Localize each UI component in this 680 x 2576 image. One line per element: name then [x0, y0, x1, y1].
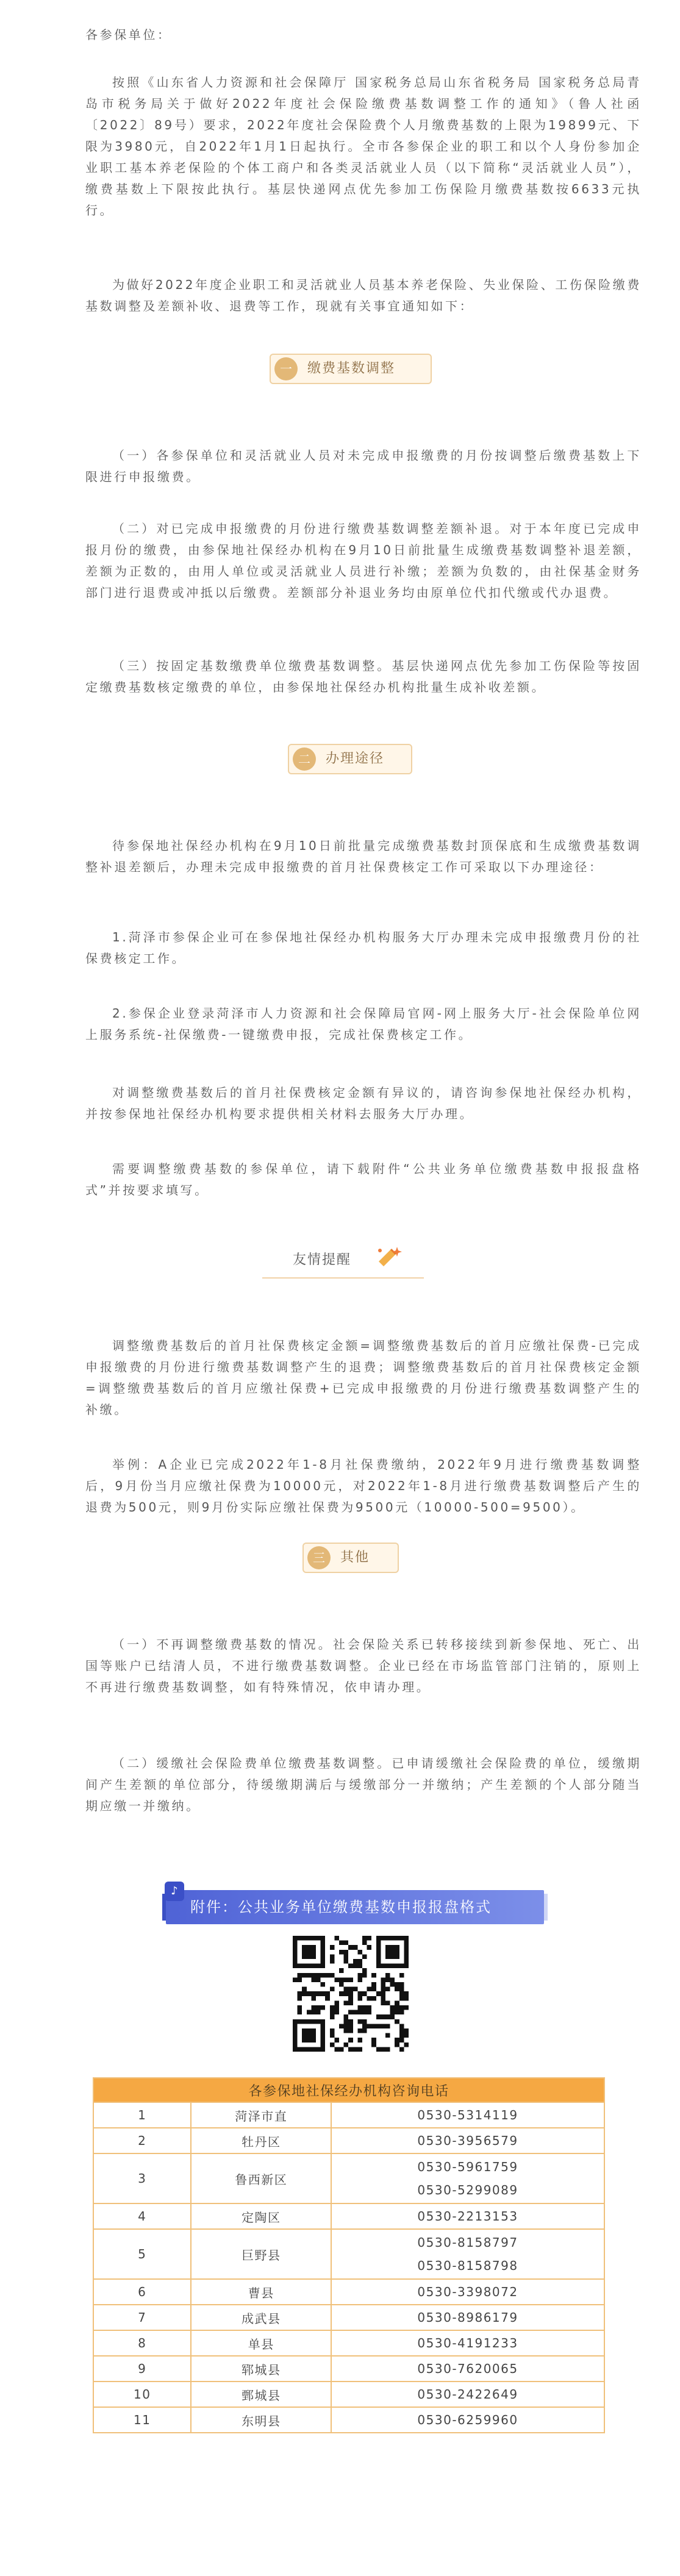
phone-cell — [331, 2153, 604, 2203]
section-2-header — [0, 738, 680, 780]
contact-table — [93, 2077, 605, 2433]
section-1-pill — [270, 354, 432, 384]
office-name: 菏泽市直 — [191, 2102, 331, 2128]
section-3-header — [0, 1536, 680, 1579]
row-number: 4 — [93, 2203, 191, 2229]
phone-cell — [331, 2203, 604, 2229]
friendly-reminder-header — [256, 1241, 424, 1283]
table-row — [93, 2153, 604, 2203]
phone-number: 0530-7620065 — [417, 2361, 518, 2376]
phone-cell — [331, 2279, 604, 2305]
phone-cell — [331, 2305, 604, 2330]
attachment-banner[interactable] — [166, 1885, 544, 1924]
phone-cell — [331, 2102, 604, 2128]
tip-paragraph-1: 调整缴费基数后的首月社保费核定金额=调整缴费基数后的首月应缴社保费-已完成申报缴费的月份进行缴费基数调整产生的退费；调整缴费基数后的首月社保费核定金额=调整缴费基数后的首月应缴社保费+已完成申报缴费的月份进行缴费基数调整产生的补缴。 — [85, 1338, 642, 1417]
attachment-title: 附件：公共业务单位缴费基数申报报盘格式 — [190, 1899, 492, 1916]
office-name: 定陶区 — [191, 2203, 331, 2229]
tip-paragraph-2: 举例：A企业已完成2022年1-8月社保费缴纳，2022年9月进行缴费基数调整后，9月份当月应缴社保费为10000元，对2022年1-8月进行缴费基数调整后产生的退费为500元，则9月份实际应缴社保费为9500元（10000-500=9500）。 — [85, 1457, 642, 1515]
table-row — [93, 2330, 604, 2356]
phone-number: 0530-6259960 — [417, 2413, 518, 2427]
section-title: 其他 — [340, 1550, 370, 1565]
section-title: 办理途径 — [326, 751, 385, 766]
row-number: 6 — [93, 2279, 191, 2305]
office-name: 成武县 — [191, 2305, 331, 2330]
phone-cell — [331, 2407, 604, 2433]
office-name: 单县 — [191, 2330, 331, 2356]
phone-number: 0530-8158798 — [417, 2258, 518, 2273]
table-row — [93, 2229, 604, 2279]
intro-paragraph-2: 为做好2022年度企业职工和灵活就业人员基本养老保险、失业保险、工伤保险缴费基数调整及差额补收、退费等工作，现就有关事宜通知如下： — [85, 277, 642, 313]
row-number: 3 — [93, 2153, 191, 2203]
section-3-item-1: （一）不再调整缴费基数的情况。社会保险关系已转移接续到新参保地、死亡、出国等账户已结清人员，不进行缴费基数调整。企业已经在市场监管部门注销的，原则上不再进行缴费基数调整，如有特殊情况，依申请办理。 — [85, 1637, 642, 1694]
office-name: 鄄城县 — [191, 2382, 331, 2407]
office-name: 郓城县 — [191, 2356, 331, 2382]
section-number: 三 — [307, 1546, 331, 1569]
office-name: 鲁西新区 — [191, 2153, 331, 2203]
phone-number: 0530-3398072 — [417, 2285, 518, 2299]
table-row — [93, 2305, 604, 2330]
section-2-pill — [288, 744, 412, 774]
section-2-intro: 待参保地社保经办机构在9月10日前批量完成缴费基数封顶保底和生成缴费基数调整补退差额后，办理未完成申报缴费的首月社保费核定工作可采取以下办理途径： — [85, 838, 642, 874]
table-title: 各参保地社保经办机构咨询电话 — [93, 2078, 604, 2102]
table-row — [93, 2407, 604, 2433]
phone-number: 0530-2213153 — [417, 2209, 518, 2224]
section-1-header — [0, 348, 680, 390]
section-1-item-3: （三）按固定基数缴费单位缴费基数调整。基层快递网点优先参加工伤保险等按固定缴费基数核定缴费的单位，由参保地社保经办机构批量生成补收差额。 — [85, 658, 642, 694]
section-title: 缴费基数调整 — [307, 361, 396, 376]
phone-number: 0530-5961759 — [417, 2160, 518, 2174]
table-row — [93, 2356, 604, 2382]
row-number: 10 — [93, 2382, 191, 2407]
section-1-item-1: （一）各参保单位和灵活就业人员对未完成申报缴费的月份按调整后缴费基数上下限进行申报缴费。 — [85, 448, 642, 484]
phone-cell — [331, 2356, 604, 2382]
row-number: 1 — [93, 2102, 191, 2128]
row-number: 8 — [93, 2330, 191, 2356]
salutation: 各参保单位： — [85, 27, 172, 42]
phone-number: 0530-2422649 — [417, 2387, 518, 2402]
intro-paragraph: 按照《山东省人力资源和社会保障厅 国家税务总局山东省税务局 国家税务总局青岛市税务局关于做好2022年度社会保险缴费基数调整工作的通知》（鲁人社函〔2022〕89号）要求，2022年度社会保险费个人月缴费基数的上限为19899元、下限为3980元，自2022年1月1日起执行。全市各参保企业的职工和以个人身份参加企业职工基本养老保险的个体工商户和各类灵活就业人员（以下简称“灵活就业人员”），缴费基数上下限按此执行。基层快递网点优先参加工伤保险月缴费基数按6633元执行。 — [85, 75, 642, 218]
section-number: 一 — [274, 357, 298, 380]
speaker-icon: ♪ — [165, 1882, 184, 1901]
phone-cell — [331, 2128, 604, 2153]
table-row — [93, 2382, 604, 2407]
qr-code[interactable] — [293, 1936, 409, 2052]
phone-number: 0530-3956579 — [417, 2133, 518, 2148]
section-number: 二 — [293, 747, 316, 771]
row-number: 7 — [93, 2305, 191, 2330]
section-3-pill — [302, 1543, 399, 1573]
phone-cell — [331, 2229, 604, 2279]
section-2-download-note: 需要调整缴费基数的参保单位，请下载附件“公共业务单位缴费基数申报报盘格式”并按要求填写。 — [85, 1161, 642, 1197]
office-name: 牡丹区 — [191, 2128, 331, 2153]
phone-cell — [331, 2330, 604, 2356]
section-3-item-2: （二）缓缴社会保险费单位缴费基数调整。已申请缓缴社会保险费的单位，缓缴期间产生差额的单位部分，待缓缴期满后与缓缴部分一并缴纳；产生差额的个人部分随当期应缴一并缴纳。 — [85, 1756, 642, 1813]
row-number: 2 — [93, 2128, 191, 2153]
row-number: 11 — [93, 2407, 191, 2433]
office-name: 东明县 — [191, 2407, 331, 2433]
row-number: 9 — [93, 2356, 191, 2382]
section-1-item-2: （二）对已完成申报缴费的月份进行缴费基数调整差额补退。对于本年度已完成申报月份的缴费，由参保地社保经办机构在9月10日前批量生成缴费基数调整补退差额，差额为正数的，由用人单位或灵活就业人员进行补缴；差额为负数的，由社保基金财务部门进行退费或冲抵以后缴费。差额部分补退业务均由原单位代扣代缴或代办退费。 — [85, 521, 642, 600]
row-number: 5 — [93, 2229, 191, 2279]
table-row — [93, 2128, 604, 2153]
phone-number: 0530-8986179 — [417, 2310, 518, 2325]
phone-cell — [331, 2382, 604, 2407]
table-row — [93, 2279, 604, 2305]
section-2-item-1: 1.菏泽市参保企业可在参保地社保经办机构服务大厅办理未完成申报缴费月份的社保费核定工作。 — [85, 930, 642, 966]
phone-number: 0530-4191233 — [417, 2336, 518, 2350]
office-name: 巨野县 — [191, 2229, 331, 2279]
table-row — [93, 2102, 604, 2128]
section-2-item-2: 2.参保企业登录菏泽市人力资源和社会保障局官网-网上服务大厅-社会保险单位网上服务系统-社保缴费-一键缴费申报，完成社保费核定工作。 — [85, 1006, 642, 1042]
sparkle-icon — [375, 1243, 402, 1270]
phone-number: 0530-8158797 — [417, 2235, 518, 2250]
table-header-row — [93, 2078, 604, 2102]
divider — [262, 1277, 424, 1279]
table-row — [93, 2203, 604, 2229]
phone-number: 0530-5299089 — [417, 2183, 518, 2197]
section-2-note: 对调整缴费基数后的首月社保费核定金额有异议的，请咨询参保地社保经办机构，并按参保地社保经办机构要求提供相关材料去服务大厅办理。 — [85, 1085, 642, 1121]
office-name: 曹县 — [191, 2279, 331, 2305]
friendly-reminder-title: 友情提醒 — [293, 1252, 352, 1268]
phone-number: 0530-5314119 — [417, 2108, 518, 2122]
